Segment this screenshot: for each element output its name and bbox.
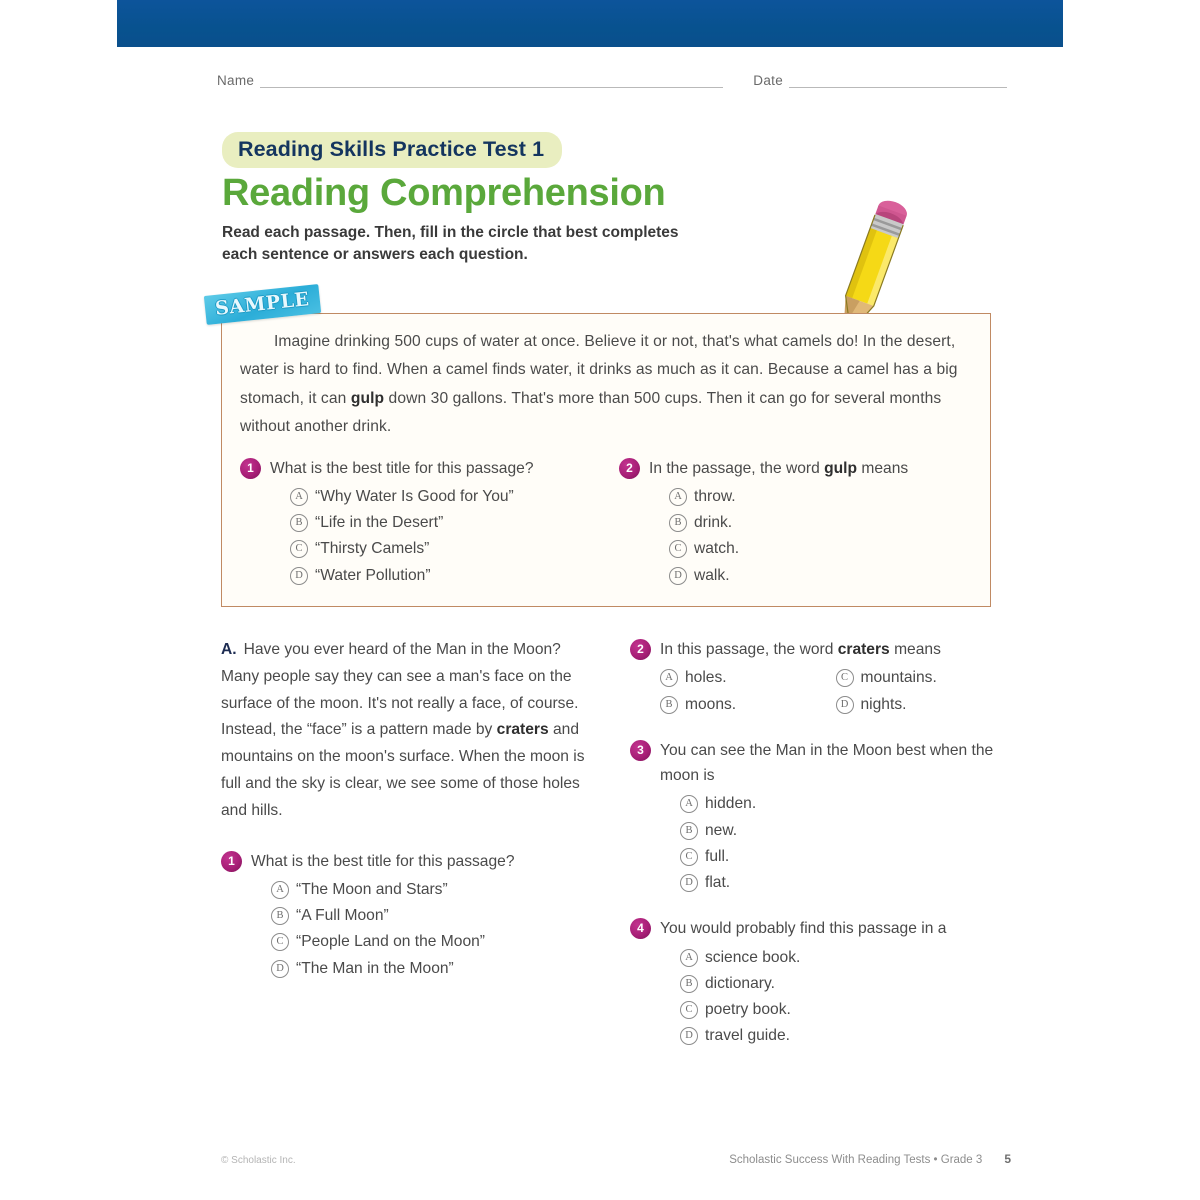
- date-write-line[interactable]: [789, 76, 1007, 88]
- answer-bubble-a[interactable]: A: [680, 795, 698, 813]
- answer-bubble-a[interactable]: A: [680, 949, 698, 967]
- answer-bubble-a[interactable]: A: [290, 488, 308, 506]
- answer-option-text: drink.: [694, 514, 733, 531]
- answer-option[interactable]: [271, 929, 602, 954]
- question-item: [619, 456, 972, 589]
- question-body: [649, 456, 972, 589]
- test-eyebrow-label: Reading Skills Practice Test 1: [222, 132, 562, 168]
- answer-option-text: holes.: [685, 669, 727, 687]
- answer-bubble-a[interactable]: A: [660, 669, 678, 687]
- question-body: [251, 849, 602, 982]
- page-footer: [221, 1152, 1011, 1166]
- question-number-badge: 2: [630, 639, 651, 660]
- sample-passage: [240, 328, 972, 442]
- answer-bubble-b[interactable]: B: [660, 696, 678, 714]
- left-column: [221, 637, 602, 1070]
- answer-option[interactable]: [680, 1023, 1011, 1048]
- answer-options: [251, 877, 602, 981]
- answer-option-text: “Why Water Is Good for You”: [315, 487, 514, 505]
- left-questions: [221, 849, 602, 982]
- sample-question-col-left: [240, 456, 593, 605]
- answer-bubble-c[interactable]: C: [669, 540, 687, 558]
- answer-option-text: travel guide.: [705, 1027, 790, 1045]
- answer-option[interactable]: [271, 877, 602, 902]
- answer-option-text: mountains.: [860, 669, 937, 687]
- answer-bubble-b[interactable]: B: [680, 822, 698, 840]
- answer-bubble-b[interactable]: B: [669, 514, 687, 532]
- answer-bubble-d[interactable]: D: [669, 567, 687, 585]
- answer-option[interactable]: [660, 692, 836, 717]
- answer-option-text: new.: [705, 821, 738, 839]
- question-text: In the passage, the word gulp means: [649, 459, 909, 477]
- answer-option-text: “Water Pollution”: [315, 566, 431, 584]
- top-blue-bar: [117, 0, 1063, 47]
- answer-options: [270, 484, 593, 588]
- answer-option[interactable]: [669, 536, 972, 561]
- answer-option-text: moons.: [685, 695, 737, 713]
- answer-option-text: nights.: [860, 695, 907, 713]
- answer-option[interactable]: [680, 870, 1011, 895]
- answer-option-text: dictionary.: [705, 974, 775, 992]
- answer-option-text: watch.: [694, 540, 740, 558]
- answer-bubble-a[interactable]: A: [669, 488, 687, 506]
- answer-option-text: science book.: [705, 948, 801, 966]
- page-number: 5: [1004, 1152, 1011, 1166]
- answer-option-text: hidden.: [705, 795, 757, 813]
- answer-option[interactable]: [680, 971, 1011, 996]
- question-text: What is the best title for this passage?: [270, 459, 534, 477]
- answer-bubble-d[interactable]: D: [680, 1027, 698, 1045]
- answer-bubble-b[interactable]: B: [680, 975, 698, 993]
- answer-option[interactable]: [290, 563, 593, 588]
- answer-bubble-c[interactable]: C: [680, 1001, 698, 1019]
- name-label: Name: [217, 73, 255, 88]
- answer-option-text: “A Full Moon”: [296, 907, 389, 925]
- name-write-line[interactable]: [260, 76, 723, 88]
- answer-option-text: “Thirsty Camels”: [315, 540, 430, 558]
- answer-option-text: “The Man in the Moon”: [296, 959, 454, 977]
- passage-a: [221, 637, 602, 825]
- answer-option-text: poetry book.: [705, 1001, 791, 1018]
- question-text: In this passage, the word craters means: [660, 641, 941, 658]
- answer-option[interactable]: [680, 945, 1011, 970]
- sample-stamp-label: SAMPLE: [214, 288, 311, 320]
- passage-a-label: A.: [221, 641, 237, 658]
- sample-passage-text: Imagine drinking 500 cups of water at once. Believe it or not, that's what camels do! In the desert, water is hard to find. When a camel finds water, it drinks as much as it can. Because a camel has a big stomach, it can gulp down 30 gallons. That's more than 500 cups. Then it can go for several months without another drink.: [240, 333, 958, 436]
- answer-bubble-b[interactable]: B: [271, 907, 289, 925]
- answer-option[interactable]: [836, 692, 1012, 717]
- question-number-badge: 4: [630, 918, 651, 939]
- answer-option[interactable]: [271, 956, 602, 981]
- question-item: [630, 738, 1011, 897]
- question-body: [660, 738, 1011, 897]
- answer-option[interactable]: [660, 665, 836, 690]
- question-body: [270, 456, 593, 589]
- answer-bubble-d[interactable]: D: [836, 696, 854, 714]
- question-text: You can see the Man in the Moon best when the moon is: [660, 741, 994, 784]
- answer-option[interactable]: [669, 484, 972, 509]
- answer-option[interactable]: [290, 484, 593, 509]
- question-number-badge: 2: [619, 458, 640, 479]
- answer-option[interactable]: [271, 903, 602, 928]
- question-number-badge: 3: [630, 740, 651, 761]
- answer-option-text: walk.: [694, 566, 730, 584]
- right-questions: [630, 637, 1011, 1050]
- question-number-badge: 1: [221, 851, 242, 872]
- answer-options: [660, 945, 1011, 1049]
- footer-source: Scholastic Success With Reading Tests • Grade 3: [729, 1154, 983, 1166]
- question-number-badge: 1: [240, 458, 261, 479]
- answer-option[interactable]: [669, 563, 972, 588]
- answer-bubble-d[interactable]: D: [290, 567, 308, 585]
- question-body: [660, 916, 1011, 1049]
- sample-question-row: [240, 456, 972, 605]
- passage-a-text: Have you ever heard of the Man in the Moon? Many people say they can see a man's face on the surface of the moon. It's not really a face, of course. Instead, the “face” is a pattern made by craters and mountains on the moon's surface. When the moon is full and the sky is clear, we see some of those holes and hills.: [221, 641, 585, 819]
- question-text: You would probably find this passage in a: [660, 920, 947, 938]
- answer-option[interactable]: [290, 536, 593, 561]
- page-title: Reading Comprehension: [222, 172, 666, 214]
- question-item: [630, 637, 1011, 718]
- answer-option[interactable]: [669, 510, 972, 535]
- question-item: [240, 456, 593, 589]
- answer-option-text: flat.: [705, 874, 731, 891]
- date-label: Date: [753, 73, 783, 88]
- answer-options: [649, 484, 972, 588]
- answer-bubble-a[interactable]: A: [271, 881, 289, 899]
- answer-option-text: “People Land on the Moon”: [296, 933, 485, 951]
- answer-option-text: full.: [705, 847, 730, 865]
- answer-options: [660, 665, 1011, 718]
- answer-option-text: “The Moon and Stars”: [296, 880, 448, 898]
- answer-option[interactable]: [290, 510, 593, 535]
- sample-box: [221, 313, 991, 607]
- question-text: What is the best title for this passage?: [251, 852, 515, 870]
- answer-option[interactable]: [680, 844, 1011, 869]
- question-body: [660, 637, 1011, 718]
- answer-bubble-d[interactable]: D: [680, 874, 698, 892]
- answer-bubble-b[interactable]: B: [290, 514, 308, 532]
- name-date-row: [217, 73, 1007, 88]
- answer-bubble-c[interactable]: C: [836, 669, 854, 687]
- answer-option[interactable]: [680, 791, 1011, 816]
- answer-option[interactable]: [836, 665, 1012, 690]
- answer-bubble-d[interactable]: D: [271, 960, 289, 978]
- footer-right: [729, 1152, 1011, 1166]
- answer-option[interactable]: [680, 997, 1011, 1022]
- worksheet-page: [117, 47, 1063, 1200]
- heading-block: [222, 132, 782, 267]
- answer-options: [660, 791, 1011, 895]
- answer-option-text: throw.: [694, 487, 736, 505]
- sample-question-col-right: [619, 456, 972, 605]
- answer-option-text: “Life in the Desert”: [315, 514, 444, 531]
- right-column: [630, 637, 1011, 1070]
- main-body: [221, 637, 1011, 1070]
- answer-option[interactable]: [680, 818, 1011, 843]
- answer-bubble-c[interactable]: C: [271, 933, 289, 951]
- copyright-notice: © Scholastic Inc.: [221, 1155, 296, 1166]
- question-item: [630, 916, 1011, 1049]
- answer-bubble-c[interactable]: C: [290, 540, 308, 558]
- answer-bubble-c[interactable]: C: [680, 848, 698, 866]
- question-item: [221, 849, 602, 982]
- directions-text: Read each passage. Then, fill in the circle that best completes each sentence or answers each question.: [222, 223, 679, 264]
